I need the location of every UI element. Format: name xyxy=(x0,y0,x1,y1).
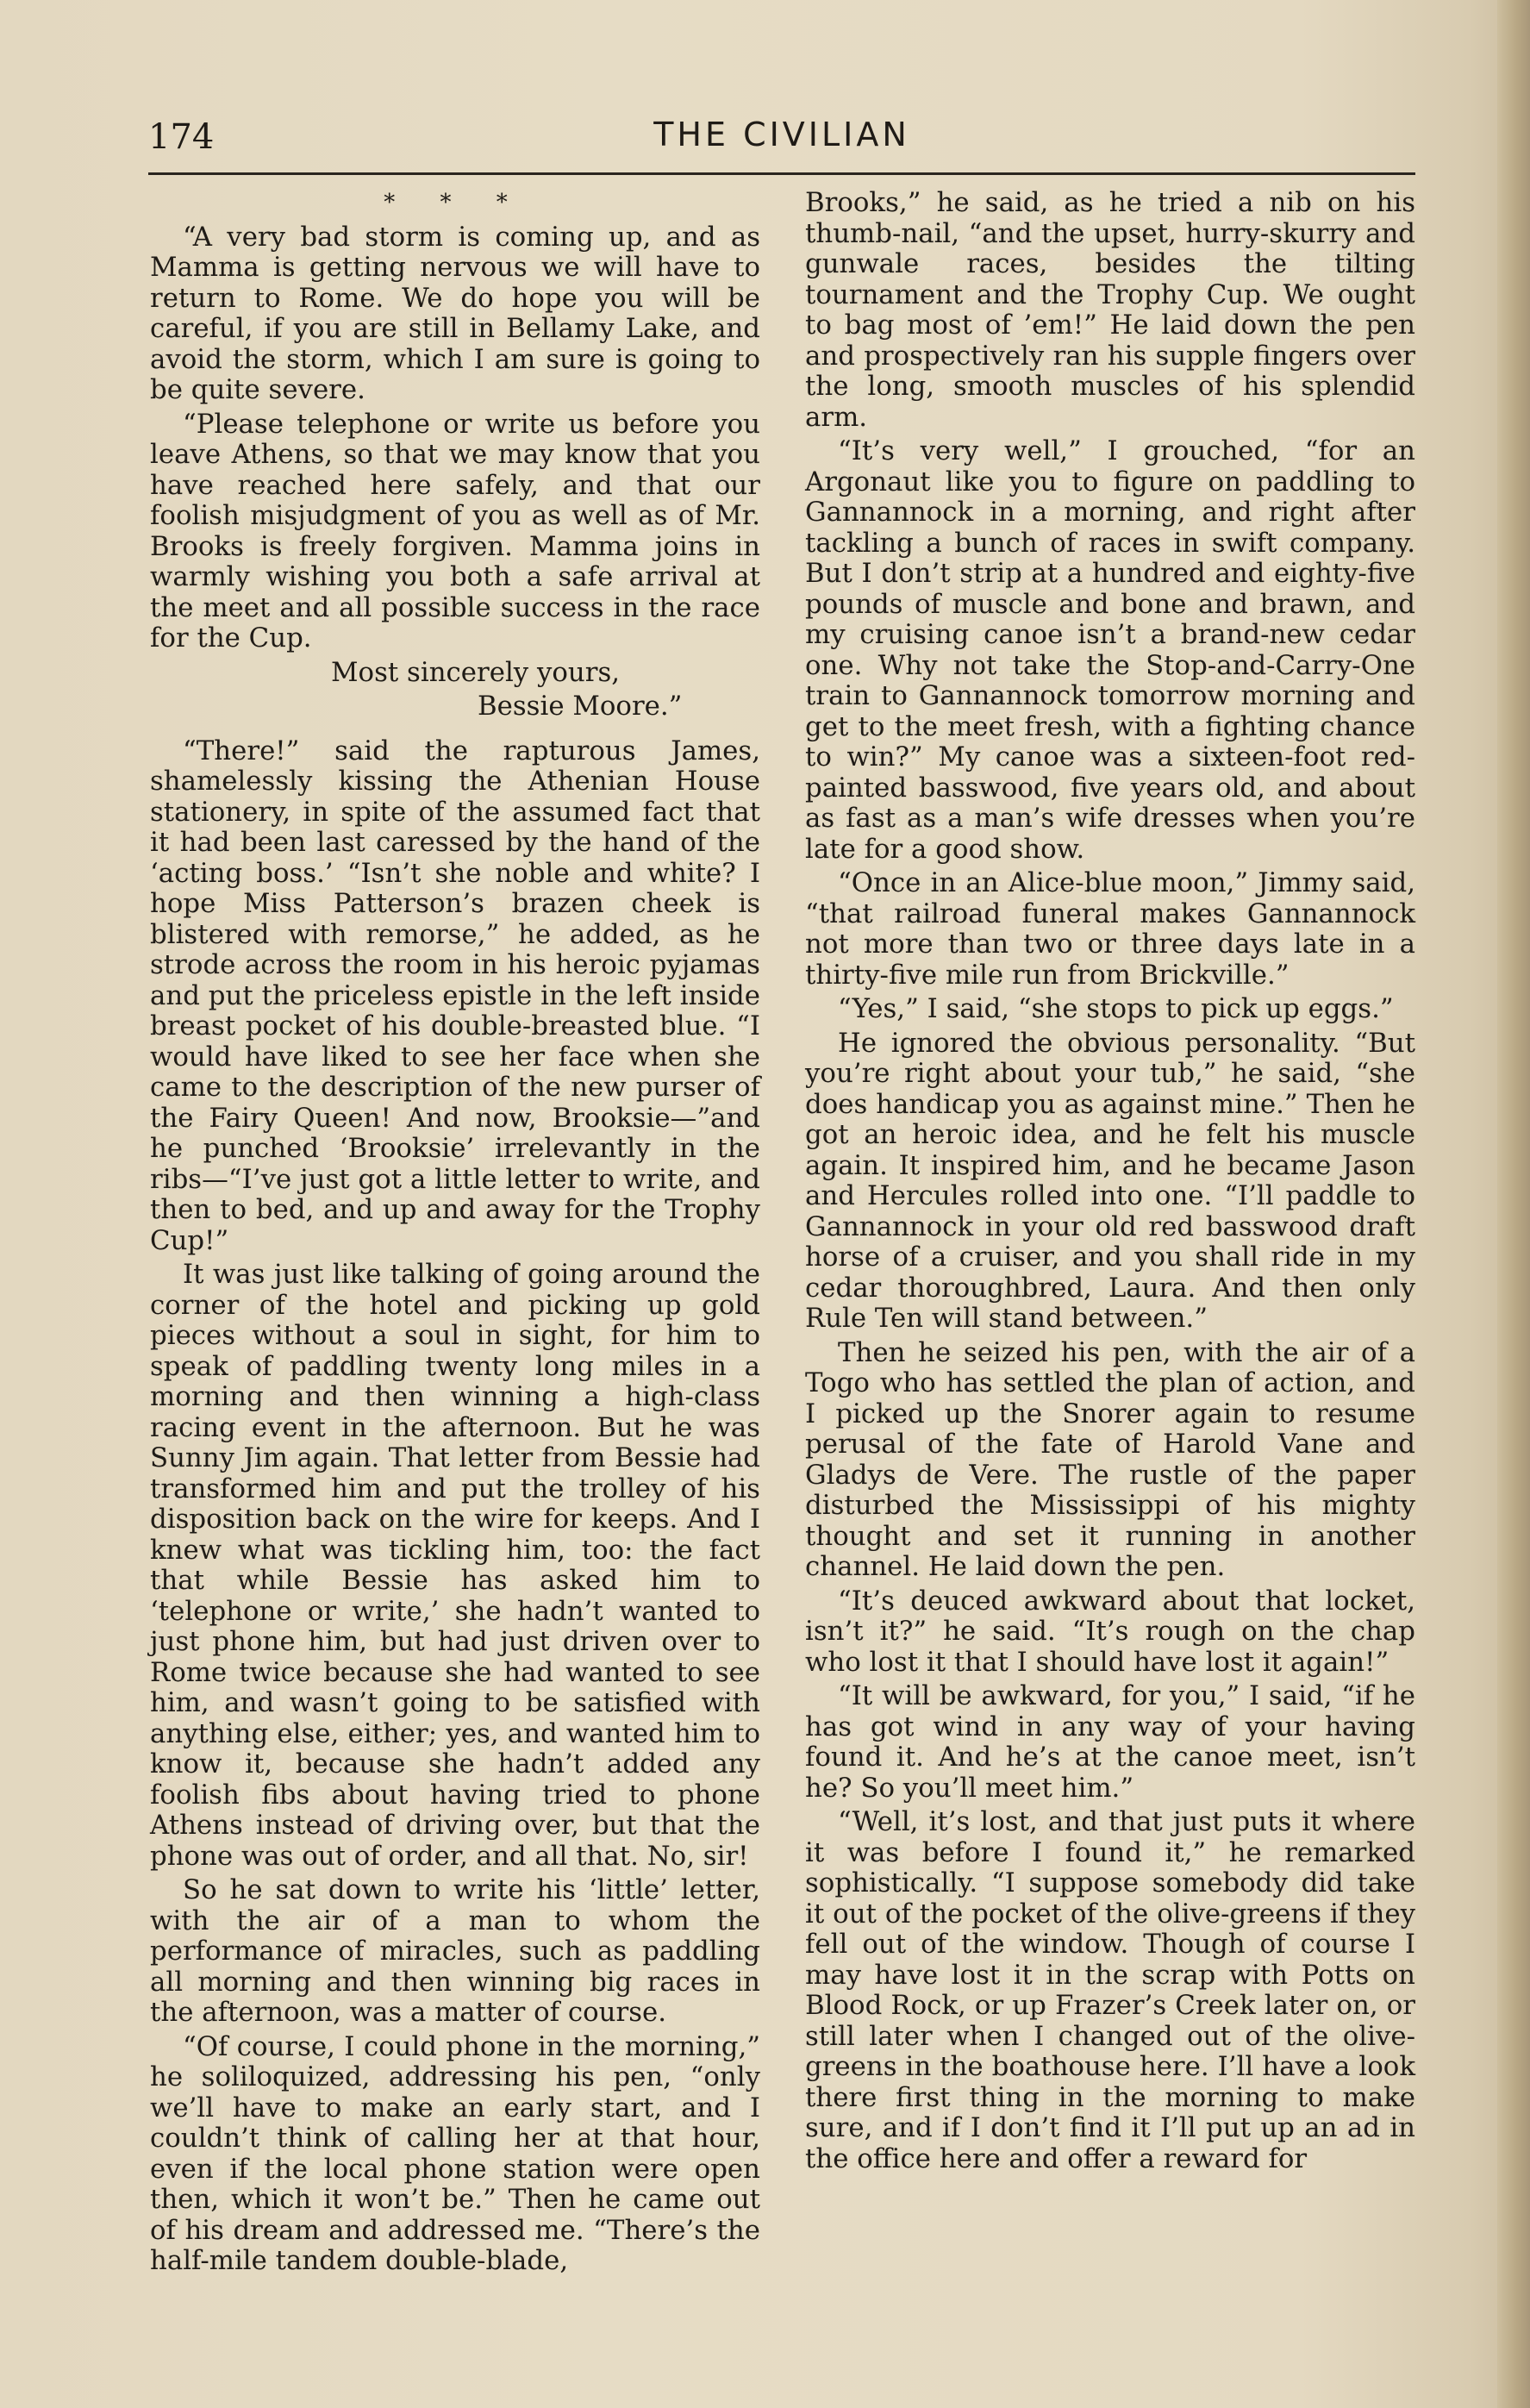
header-rule xyxy=(148,172,1415,175)
paragraph: “Well, it’s lost, and that just puts it where it was before I found it,” he remarked sophistically. “I suppose somebody did take it out of the pocket of the olive-greens if they fell out of the window. Though of course I may have lost it in the scrap with Potts on Blood Rock, or up Frazer’s Creek later on, or still later when I changed out of the olive-greens in the boathouse here. I’ll have a look there first thing in the morning to make sure, and if I don’t find it I’ll put up an ad in the office here and offer a reward for xyxy=(805,1806,1415,2174)
running-title: THE CIVILIAN xyxy=(653,116,910,153)
letter-signature: Bessie Moore.” xyxy=(478,691,683,722)
paragraph: “It will be awkward, for you,” I said, “if he has got wind in any way of your having found it. And he’s at the canoe meet, isn’t he? So you’ll meet him.” xyxy=(805,1680,1415,1804)
paragraph: “A very bad storm is coming up, and as Mamma is getting nervous we will have to return to Rome. We do hope you will be careful, if you are still in Bellamy Lake, and avoid the storm, which I am sure is going to be quite severe. xyxy=(150,221,760,405)
paragraph: It was just like talking of going around the corner of the hotel and picking up gold pieces without a soul in sight, for him to speak of paddling twenty long miles in a morning and then winning a high-class racing event in the afternoon. But he was Sunny Jim again. That letter from Bessie had transformed him and put the trolley of his disposition back on the wire for keeps. And I knew what was tickling him, too: the fact that while Bessie has asked him to ‘telephone or write,’ she hadn’t wanted to just phone him, but had just driven over to Rome twice because she had wanted to see him, and wasn’t going to be satisfied with anything else, either; yes, and wanted him to know it, because she hadn’t added any foolish fibs about having tried to phone Athens instead of driving over, but that the phone was out of order, and all that. No, sir! xyxy=(150,1259,760,1872)
letter-closing: Most sincerely yours, xyxy=(331,656,621,688)
page-edge xyxy=(1497,0,1530,2408)
right-column xyxy=(805,188,1415,2178)
paragraph: Brooks,” he said, as he tried a nib on his thumb-nail, “and the upset, hurry-skurry and gunwale races, besides the tilting tournament and the Trophy Cup. We ought to bag most of ’em!” He laid down the pen and prospectively ran his supple fingers over the long, smooth muscles of his splendid arm. xyxy=(805,187,1415,433)
paragraph: “Yes,” I said, “she stops to pick up eggs.” xyxy=(838,993,1394,1024)
paragraph: He ignored the obvious personality. “But you’re right about your tub,” he said, “she does handicap you as against mine.” Then he got an heroic idea, and he felt his muscle again. It inspired him, and he became Jason and Hercules rolled into one. “I’ll paddle to Gannannock in your old red basswood draft horse of a cruiser, and you shall ride in my cedar thoroughbred, Laura. And then only Rule Ten will stand between.” xyxy=(805,1027,1415,1334)
section-break: * * * xyxy=(384,190,527,216)
paragraph: So he sat down to write his ‘little’ letter, with the air of a man to whom the performance of miracles, such as paddling all morning and then winning big races in the afternoon, was a matter of course. xyxy=(150,1874,760,2028)
paragraph: “Once in an Alice-blue moon,” Jimmy said, “that railroad funeral makes Gannannock not more than two or three days late in a thirty-five mile run from Brickville.” xyxy=(805,867,1415,991)
paragraph: “It’s deuced awkward about that locket, isn’t it?” he said. “It’s rough on the chap who lost it that I should have lost it again!” xyxy=(805,1585,1415,1678)
paragraph: “It’s very well,” I grouched, “for an Argonaut like you to figure on paddling to Gannannock in a morning, and right after tackling a bunch of races in swift company. But I don’t strip at a hundred and eighty-five pounds of muscle and bone and brawn, and my cruising canoe isn’t a brand-new cedar one. Why not take the Stop-and-Carry-One train to Gannannock tomorrow morning and get to the meet fresh, with a fighting chance to win?” My canoe was a sixteen-foot red-painted basswood, five years old, and about as fast as a man’s wife dresses when you’re late for a good show. xyxy=(805,435,1415,865)
paragraph: “There!” said the rapturous James, shamelessly kissing the Athenian House stationery, in spite of the assumed fact that it had been last caressed by the hand of the ‘acting boss.’ “Isn’t she noble and white? I hope Miss Patterson’s brazen cheek is blistered with remorse,” he added, as he strode across the room in his heroic pyjamas and put the priceless epistle in the left inside breast pocket of his double-breasted blue. “I would have liked to see her face when she came to the description of the new purser of the Fairy Queen! And now, Brooksie—”and he punched ‘Brooksie’ irrelevantly in the ribs—“I’ve just got a little letter to write, and then to bed, and up and away for the Trophy Cup!” xyxy=(150,735,760,1256)
paragraph: Then he seized his pen, with the air of a Togo who has settled the plan of action, and I picked up the Snorer again to resume perusal of the fate of Harold Vane and Gladys de Vere. The rustle of the paper disturbed the Mississippi of his mighty thought and set it running in another channel. He laid down the pen. xyxy=(805,1336,1415,1582)
left-column xyxy=(150,188,760,2280)
page-number: 174 xyxy=(148,117,215,157)
paragraph: “Please telephone or write us before you leave Athens, so that we may know that you have reached here safely, and that our foolish misjudgment of you as well as of Mr. Brooks is freely forgiven. Mamma joins in warmly wishing you both a safe arrival at the meet and all possible success in the race for the Cup. xyxy=(150,408,760,654)
paragraph: “Of course, I could phone in the morning,” he soliloquized, addressing his pen, “only we’ll have to make an early start, and I couldn’t think of calling her at that hour, even if the local phone station were open then, which it won’t be.” Then he came out of his dream and addressed me. “There’s the half-mile tandem double-blade, xyxy=(150,2030,760,2276)
page-header xyxy=(148,112,1415,172)
